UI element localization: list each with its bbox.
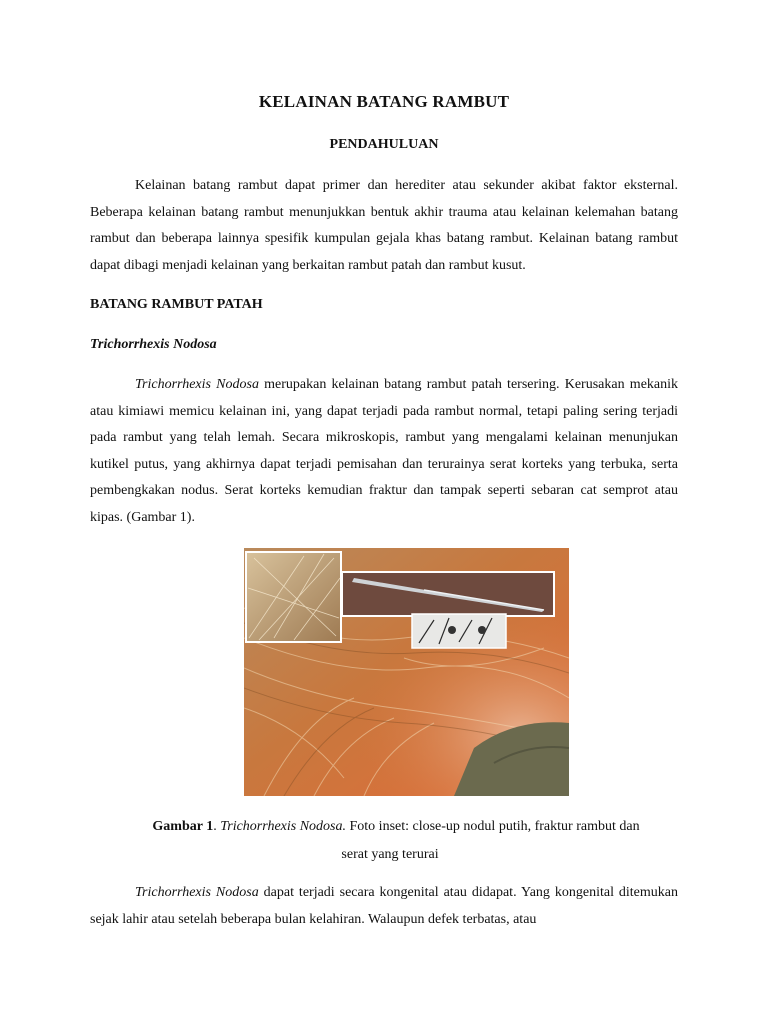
caption-line-2: serat yang terurai — [341, 847, 439, 862]
page-title: KELAINAN BATANG RAMBUT — [258, 92, 510, 111]
hair-photo-illustration — [244, 548, 569, 796]
caption-text-1: Foto inset: close-up nodul putih, fraktur rambut dan — [346, 819, 640, 834]
body-paragraph-3 — [90, 880, 678, 933]
subsection-heading: Trichorrhexis Nodosa — [90, 337, 217, 352]
figure-1-caption — [90, 813, 678, 869]
intro-paragraph: Kelainan batang rambut dapat primer dan herediter atau sekunder akibat faktor eksternal. Beberapa kelainan batang rambut menunjukkan bentuk akhir trauma atau kelainan kelemahan batang rambut dan beberapa lainnya spesifik kumpulan gejala khas batang rambut. Kelainan batang rambut dapat dibagi menjadi kelainan yang berkaitan rambut patah dan rambut kusut. — [90, 178, 678, 273]
caption-line-1 — [90, 813, 678, 841]
figure-1-photo — [244, 548, 569, 796]
paragraph-2-text: merupakan kelainan batang rambut patah tersering. Kerusakan mekanik atau kimiawi memicu kelainan ini, yang dapat terjadi pada rambut normal, tetapi paling sering terjadi pada rambut yang telah lemah. Secara mikroskopis, rambut yang mengalami kelainan menunjukan kutikel putus, yang akhirnya dapat terjadi pemisahan dan terurainya serat korteks yang terbuka, serta pembengkakan nodus. Serat korteks kemudian fraktur dan tampak seperti sebaran cat semprot atau kipas. (Gambar 1). — [90, 377, 679, 525]
section-heading: BATANG RAMBUT PATAH — [90, 297, 263, 312]
caption-term: Trichorrhexis Nodosa. — [220, 819, 346, 834]
caption-label: Gambar 1 — [152, 819, 214, 834]
term-italic-2: Trichorrhexis Nodosa — [135, 885, 259, 900]
section-title-pendahuluan: PENDAHULUAN — [329, 137, 439, 152]
term-italic: Trichorrhexis Nodosa — [135, 377, 259, 392]
paragraph-3-text: dapat terjadi secara kongenital atau didapat. Yang kongenital ditemukan sejak lahir atau setelah beberapa bulan kelahiran. Walaupun defek terbatas, atau — [90, 885, 679, 927]
body-paragraph-2 — [90, 372, 678, 531]
caption-sep: . — [213, 819, 221, 834]
